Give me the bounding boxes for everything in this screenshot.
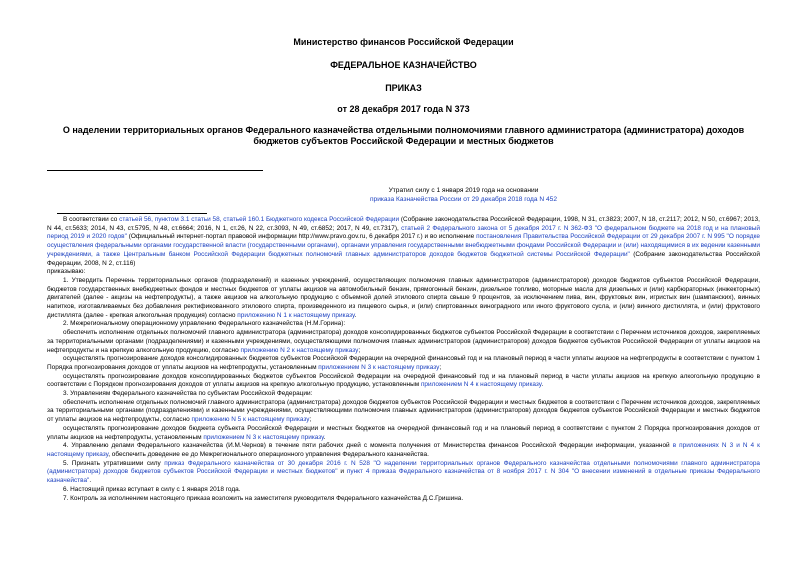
ministry-name: Министерство финансов Российской Федерации bbox=[293, 37, 514, 47]
government-decree-link[interactable]: постановления Правительства Российской Федерации от 29 декабря 2007 г. N 995 "О порядке осуществления федеральными органами государственной власти (государственными органами), органами управления государственными внебюджетными фондами Российской Федерации и (или) находящимися в их ведении казенными учреждениями, а также Центральным банком Российской Федерации бюджетных полномочий главных администраторов доходов бюджетов бюджетной системы Российской Федерации" bbox=[47, 233, 760, 258]
paragraph-3a-text: обеспечить исполнение отдельных полномочий главного администратора (администратора) доходов бюджетов субъектов Российской Федерации и местных бюджетов в соответствии с Перечнем источников доходов, закрепляемых за территориальными органами (подразделениями) и казенными учреждениями, осуществляющими полномочия главных администраторов (администраторов) доходов бюджетов субъектов Российской Федерации и местных бюджетов от уплаты акцизов на нефтепродукты, согласно bbox=[47, 398, 760, 424]
paragraph-3b bbox=[47, 425, 760, 442]
appendix-5-link[interactable]: приложению N 5 к настоящему приказу bbox=[191, 416, 310, 424]
paragraph-5-and: и bbox=[337, 468, 347, 476]
paragraph-2: 2. Межрегиональному операционному управлению Федерального казначейства (Н.М.Горина): bbox=[63, 320, 346, 328]
appendix-4-link[interactable]: приложением N 4 к настоящему приказу bbox=[420, 381, 542, 389]
document-date-number: от 28 декабря 2017 года N 373 bbox=[337, 104, 470, 114]
repeal-order-link[interactable]: приказа Казначейства России от 29 декабря 2018 года N 452 bbox=[369, 196, 558, 203]
document-body bbox=[47, 216, 760, 503]
appendix-3-link-2[interactable]: приложением N 3 к настоящему приказу bbox=[203, 433, 324, 441]
preamble-text-3: (Официальный интернет-портал правовой информации http://www.pravo.gov.ru, 6 декабря 2017 г.) и во исполнение bbox=[126, 233, 477, 241]
preamble-text-4: (Собрание законодательства Российской Федерации, 2008, N 2, ст.116) bbox=[47, 250, 760, 267]
paragraph-3b-text: осуществлять прогнозирование доходов бюджета субъекта Российской Федерации и местных бюджетов на очередной финансовый год и на плановый период в соответствии с пунктом 2 Порядка прогнозирования доходов от уплаты акцизов на нефтепродукты, установленным bbox=[47, 424, 760, 441]
paragraph-5-end: . bbox=[89, 477, 92, 485]
paragraph-2a-text: обеспечить исполнение отдельных полномочий главного администратора (администратора) доходов консолидированных бюджетов субъектов Российской Федерации в соответствии с Перечнем источников доходов, закрепляемых за территориальными органами (подразделениями) и казенными учреждениями, осуществляющими полномочия главных администраторов (администраторов) доходов бюджетов субъектов Российской Федерации от уплаты акцизов на нефтепродукты и на крепкую алкогольную продукцию, согласно bbox=[47, 329, 760, 354]
paragraph-5-text: 5. Признать утратившими силу bbox=[63, 459, 165, 467]
preamble-text-2: (Собрание законодательства Российской Федерации, 1998, N 31, ст.3823; 2007, N 18, ст.2117; 2012, N 50, ст.6967; 2013, N 44, ст.5633; 2014, N 43, ст.5795, N 48, ст.6664; 2016, N 1, ст.26, N 22, ст.3093, N 49, ст.6852; 2017, N 49, ст.7317), bbox=[47, 216, 760, 232]
paragraph-2a bbox=[47, 329, 760, 355]
paragraph-2b-text: осуществлять прогнозирование доходов консолидированных бюджетов субъектов Российской Федерации на очередной финансовый год и на плановый период в части уплаты акцизов на нефтепродукты в соответствии с пунктом 1 Порядка прогнозирования доходов от уплаты акцизов на нефтепродукты, установленным bbox=[47, 355, 760, 371]
paragraph-2c-text: осуществлять прогнозирование доходов консолидированных бюджетов субъектов Российской Федерации на очередной финансовый год и на плановый период в части уплаты акцизов на крепкую алкогольную продукцию в соответствии с Порядком прогнозирования доходов от уплаты акцизов на крепкую алкогольную продукцию, установленным bbox=[47, 372, 760, 389]
paragraph-3: 3. Управлениям Федерального казначейства по субъектам Российской Федерации: bbox=[63, 390, 313, 398]
appendices-3-4-link[interactable]: в приложениях N 3 и N 4 к настоящему приказу bbox=[47, 442, 760, 458]
order-word: приказываю: bbox=[47, 268, 86, 276]
paragraph-4-end: , обеспечить доведение ее до Межрегионального операционного управления Федерального казначейства. bbox=[108, 450, 429, 458]
paragraph-2c-end: . bbox=[541, 381, 544, 389]
paragraph-2c bbox=[47, 373, 760, 390]
budget-code-link[interactable]: статьей 56, пунктом 3.1 статьи 58, статьей 160.1 Бюджетного кодекса Российской Федерации bbox=[119, 216, 400, 223]
paragraph-4 bbox=[47, 442, 760, 459]
status-note-line1: Утратил силу с 1 января 2019 года на основании bbox=[388, 187, 539, 194]
appendix-1-link[interactable]: приложению N 1 к настоящему приказу bbox=[237, 311, 355, 319]
paragraph-4-text: 4. Управлению делами Федерального казначейства (И.М.Чернов) в течение пяти рабочих дней с момента получения от Министерства финансов Российской Федерации информации, указанной bbox=[63, 442, 673, 450]
paragraph-3b-end: . bbox=[323, 433, 326, 441]
document-type: ПРИКАЗ bbox=[385, 83, 422, 93]
paragraph-2a-end: ; bbox=[358, 346, 361, 354]
preamble-text-1: В соответствии со bbox=[63, 216, 120, 223]
paragraph-1-end: . bbox=[354, 311, 357, 319]
appendix-2-link[interactable]: приложению N 2 к настоящему приказу bbox=[240, 346, 359, 354]
status-note bbox=[167, 186, 760, 204]
agency-name: ФЕДЕРАЛЬНОЕ КАЗНАЧЕЙСТВО bbox=[330, 60, 477, 70]
paragraph-1 bbox=[47, 277, 760, 321]
paragraph-3a-end: ; bbox=[309, 416, 312, 424]
paragraph-2b-end: ; bbox=[439, 363, 442, 371]
paragraph-7: 7. Контроль за исполнением настоящего приказа возложить на заместителя руководителя Федерального казначейства Д.С.Гришина. bbox=[63, 494, 464, 502]
paragraph-3a bbox=[47, 399, 760, 425]
paragraph-2b bbox=[47, 355, 760, 372]
paragraph-6: 6. Настоящий приказ вступает в силу с 1 января 2018 года. bbox=[63, 485, 241, 493]
repealed-order-304-link[interactable]: пункт 4 приказа Федерального казначейства от 8 ноября 2017 г. N 304 "О внесении изменений в отдельные приказы Федерального казначейства" bbox=[47, 468, 760, 485]
preamble-paragraph bbox=[47, 216, 760, 268]
federal-law-link[interactable]: статьей 2 Федерального закона от 5 декабря 2017 г. N 362-ФЗ "О федеральном бюджете на 2018 год и на плановый период 2019 и 2020 годов" bbox=[47, 224, 760, 241]
appendix-3-link[interactable]: приложением N 3 к настоящему приказу bbox=[318, 363, 440, 371]
header-divider bbox=[47, 170, 263, 171]
repealed-order-528-link[interactable]: приказ Федерального казначейства от 30 декабря 2016 г. N 528 "О наделении территориальных органов Федерального казначейства отдельными полномочиями главного администратора (администратора) доходов бюджетов субъектов Российской Федерации и местных бюджетов" bbox=[47, 459, 760, 476]
note-divider bbox=[57, 213, 207, 214]
paragraph-5 bbox=[47, 460, 760, 486]
paragraph-1-text: 1. Утвердить Перечень территориальных органов (подразделений) и казенных учреждений, осуществляющих полномочия главных администраторов (администраторов) доходов бюджетов субъектов Российской Федерации, бюджетов государственных внебюджетных фондов и местных бюджетов от уплаты акцизов на автомобильный бензин, прямогонный бензин, дизельное топливо, моторные масла для дизельных и (или) карбюраторных (инжекторных) двигателей (далее - акцизы на нефтепродукты), а также акцизов на алкогольную продукцию с объемной долей этилового спирта свыше 9 процентов, за исключением пива, вин, фруктовых вин, игристых вин (шампанских), винных напитков, изготавливаемых без добавления ректификованного этилового спирта, произведенного из пищевого сырья, и (или) спиртованных виноградного или иного фруктового сусла, и (или) винного дистиллята, и (или) фруктового дистиллята (далее - крепкая алкогольная продукция) согласно bbox=[47, 276, 760, 319]
document-title: О наделении территориальных органов Федерального казначейства отдельными полномочиями главного администратора (администратора) доходов бюджетов субъектов Российской Федерации и местных бюджетов bbox=[62, 125, 745, 146]
